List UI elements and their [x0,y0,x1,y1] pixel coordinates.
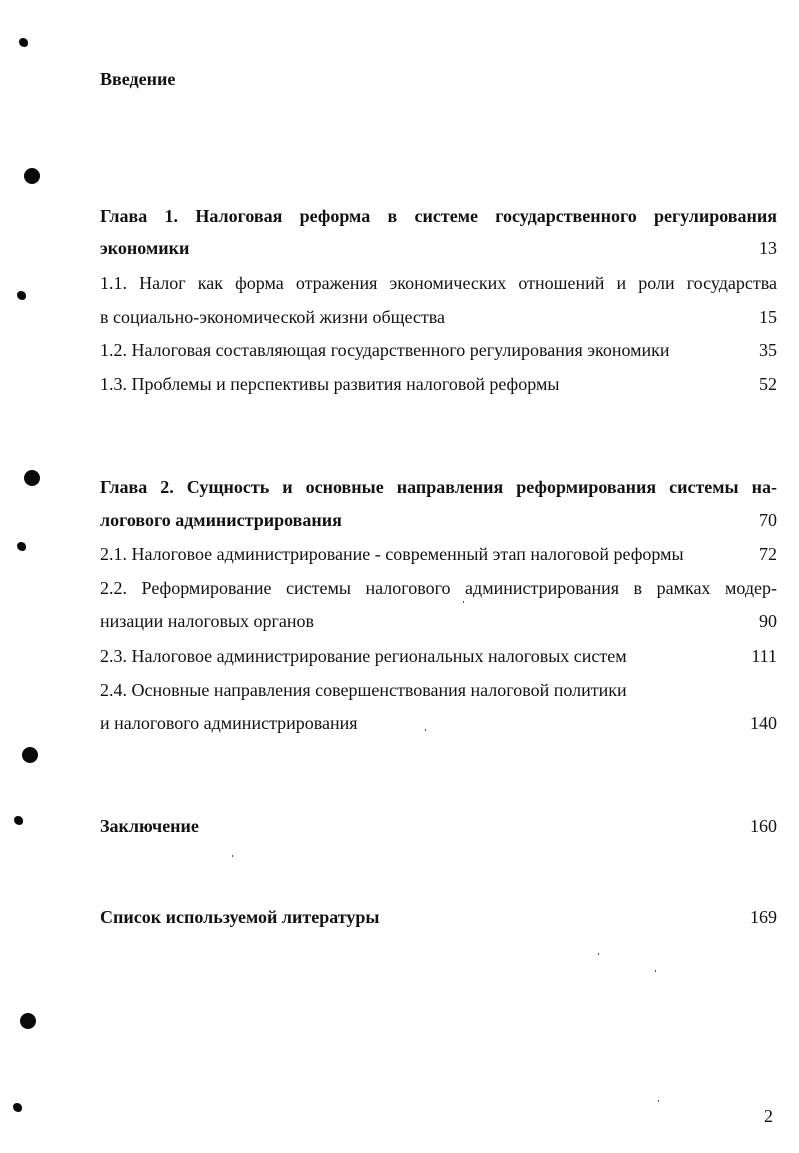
section-2-4-line2: и налогового администрирования [100,713,358,733]
conclusion-page: 160 [750,816,777,836]
section-2-2-row [100,609,777,633]
punch-hole-mark [17,291,26,300]
bibliography-page: 169 [750,907,777,927]
section-1-2-page: 35 [759,340,777,360]
chapter2-title-line1: Глава 2. Сущность и основные направления реформирования системы на- [100,477,777,497]
section-2-2-page: 90 [759,611,777,631]
section-2-4-page: 140 [750,713,777,733]
scan-speck [655,970,656,972]
section-1-2-row [100,338,777,362]
section-2-3-title: 2.3. Налоговое администрирование региональных налоговых систем [100,646,627,666]
bibliography-row [100,905,777,929]
section-1-2-title: 1.2. Налоговая составляющая государственного регулирования экономики [100,340,670,360]
section-2-4-row [100,711,777,735]
section-2-3-row [100,644,777,668]
punch-hole-mark [19,38,28,47]
bibliography-title: Список используемой литературы [100,907,380,927]
conclusion-title: Заключение [100,816,199,836]
section-2-2-line2: низации налоговых органов [100,611,315,631]
section-2-2-line1: 2.2. Реформирование системы налогового администрирования в рамках модер- [100,578,777,598]
section-1-3-page: 52 [759,374,777,394]
section-1-1-page: 15 [759,307,777,327]
chapter2-page: 70 [759,510,777,530]
section-1-3-title: 1.3. Проблемы и перспективы развития налоговой реформы [100,374,560,394]
chapter1-page: 13 [759,238,777,258]
intro-heading: Введение [100,69,176,89]
punch-hole-mark [17,542,26,551]
section-1-3-row [100,372,777,396]
section-2-1-page: 72 [759,544,777,564]
punch-hole-mark [13,1103,22,1112]
section-2-1-row [100,542,777,566]
section-1-1-line2: в социально-экономической жизни общества [100,307,446,327]
chapter1-title-line1: Глава 1. Налоговая реформа в системе государственного регулирования [100,206,777,226]
scan-speck [658,1100,659,1102]
punch-hole-mark [14,816,23,825]
punch-hole [24,168,40,184]
chapter1-title-row [100,236,777,260]
scan-speck [232,855,233,857]
section-1-1-line1: 1.1. Налог как форма отражения экономических отношений и роли государства [100,273,777,293]
scan-speck [463,601,464,603]
conclusion-row [100,814,777,838]
chapter1-title-line2: экономики [100,238,190,258]
punch-hole [20,1013,36,1029]
section-2-1-title: 2.1. Налоговое администрирование - современный этап налоговой реформы [100,544,684,564]
chapter2-title-row [100,508,777,532]
scan-speck [598,953,599,955]
punch-hole [24,470,40,486]
section-1-1-row [100,305,777,329]
section-2-3-page: 111 [751,646,777,666]
section-2-4-line1: 2.4. Основные направления совершенствования налоговой политики [100,680,627,700]
chapter2-title-line2: логового администрирования [100,510,342,530]
page-number: 2 [764,1106,773,1126]
punch-hole [22,747,38,763]
